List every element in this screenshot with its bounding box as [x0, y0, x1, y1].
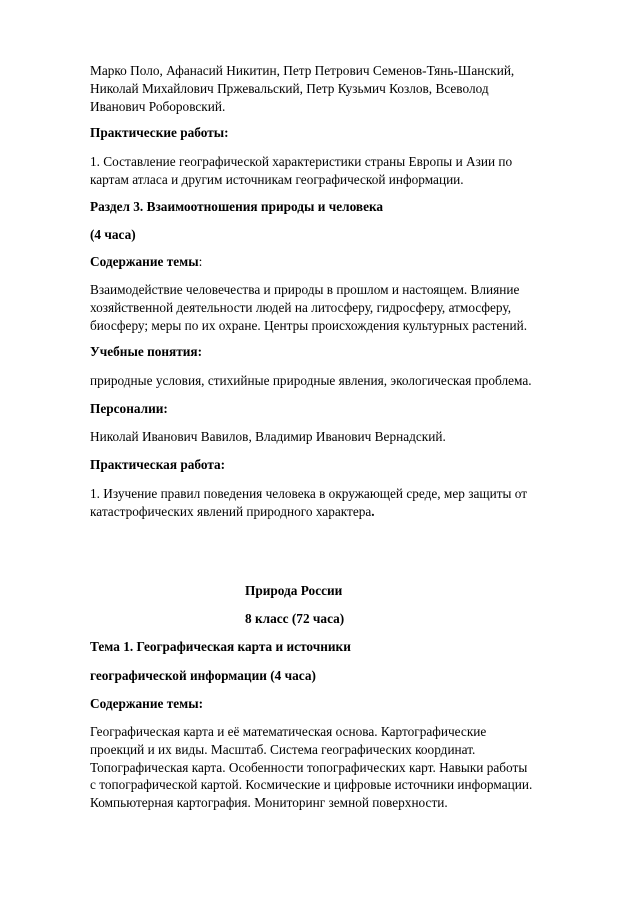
text-line: Географическая карта и её математическая основа. Картографические	[90, 724, 487, 739]
personalities-heading	[90, 400, 610, 418]
heading-text: (4 часа)	[90, 227, 136, 242]
text-line: катастрофических явлений природного характера	[90, 503, 372, 519]
practical-works-heading	[90, 124, 610, 142]
heading-text: Практические работы:	[90, 125, 229, 140]
text-line: биосферу; меры по их охране. Центры происхождения культурных растений.	[90, 317, 528, 333]
heading-text: Учебные понятия:	[90, 344, 203, 359]
heading-text: Персоналии:	[90, 401, 168, 416]
personalities-paragraph	[90, 428, 610, 446]
heading-text: Содержание темы:	[90, 696, 204, 711]
topic-1-heading-line1	[90, 638, 610, 656]
topic-1-content-heading	[90, 695, 610, 713]
text-line: с топографической картой. Космические и цифровые источники информации.	[90, 777, 533, 793]
text-line: Николай Михайлович Пржевальский, Петр Кузьмич Козлов, Всеволод	[90, 80, 489, 96]
topic-1-heading-line2	[90, 667, 610, 685]
topic-content-heading	[90, 253, 610, 271]
section-3-heading	[90, 198, 610, 216]
bold-period: .	[371, 503, 375, 519]
practical-work-heading	[90, 456, 610, 474]
heading-text: географической информации (4 часа)	[90, 668, 316, 683]
title-text: Природа России	[245, 583, 343, 598]
text-line: Компьютерная картография. Мониторинг земной поверхности.	[90, 795, 448, 811]
explorers-list-paragraph	[90, 62, 610, 115]
heading-text: Раздел 3. Взаимоотношения природы и человека	[90, 199, 384, 214]
practical-work-paragraph	[90, 153, 610, 189]
text-line: Взаимодействие человечества и природы в прошлом и настоящем. Влияние	[90, 282, 520, 297]
heading-text: Тема 1. Географическая карта и источники	[90, 639, 351, 654]
grade-8-subtitle	[245, 610, 545, 628]
learning-concepts-heading	[90, 343, 610, 361]
text-line: Марко Поло, Афанасий Никитин, Петр Петрович Семенов-Тянь-Шанский,	[90, 63, 515, 78]
text-line: Топографическая карта. Особенности топографических карт. Навыки работы	[90, 759, 528, 775]
text-line: 1. Изучение правил поведения человека в окружающей среде, мер защиты от	[90, 486, 528, 501]
subtitle-text: 8 класс (72 часа)	[245, 611, 345, 626]
text-line: природные условия, стихийные природные явления, экологическая проблема.	[90, 373, 532, 388]
section-3-hours	[90, 226, 610, 244]
text-line: Иванович Роборовский.	[90, 98, 226, 114]
practical-work-2-paragraph	[90, 485, 610, 521]
heading-colon: :	[198, 254, 203, 269]
text-line: 1. Составление географической характеристики страны Европы и Азии по	[90, 154, 513, 169]
heading-text: Практическая работа:	[90, 457, 226, 472]
topic-content-paragraph	[90, 281, 610, 334]
learning-concepts-paragraph	[90, 372, 610, 390]
nature-of-russia-title	[245, 582, 545, 600]
text-line: хозяйственной деятельности людей на литосферу, гидросферу, атмосферу,	[90, 299, 512, 315]
topic-1-content-paragraph	[90, 723, 610, 812]
heading-bold-text: Содержание темы	[90, 254, 199, 269]
text-line: проекций и их виды. Масштаб. Система географических координат.	[90, 741, 476, 757]
text-line: Николай Иванович Вавилов, Владимир Иванович Вернадский.	[90, 429, 446, 444]
text-line: картам атласа и другим источникам географической информации.	[90, 171, 464, 187]
